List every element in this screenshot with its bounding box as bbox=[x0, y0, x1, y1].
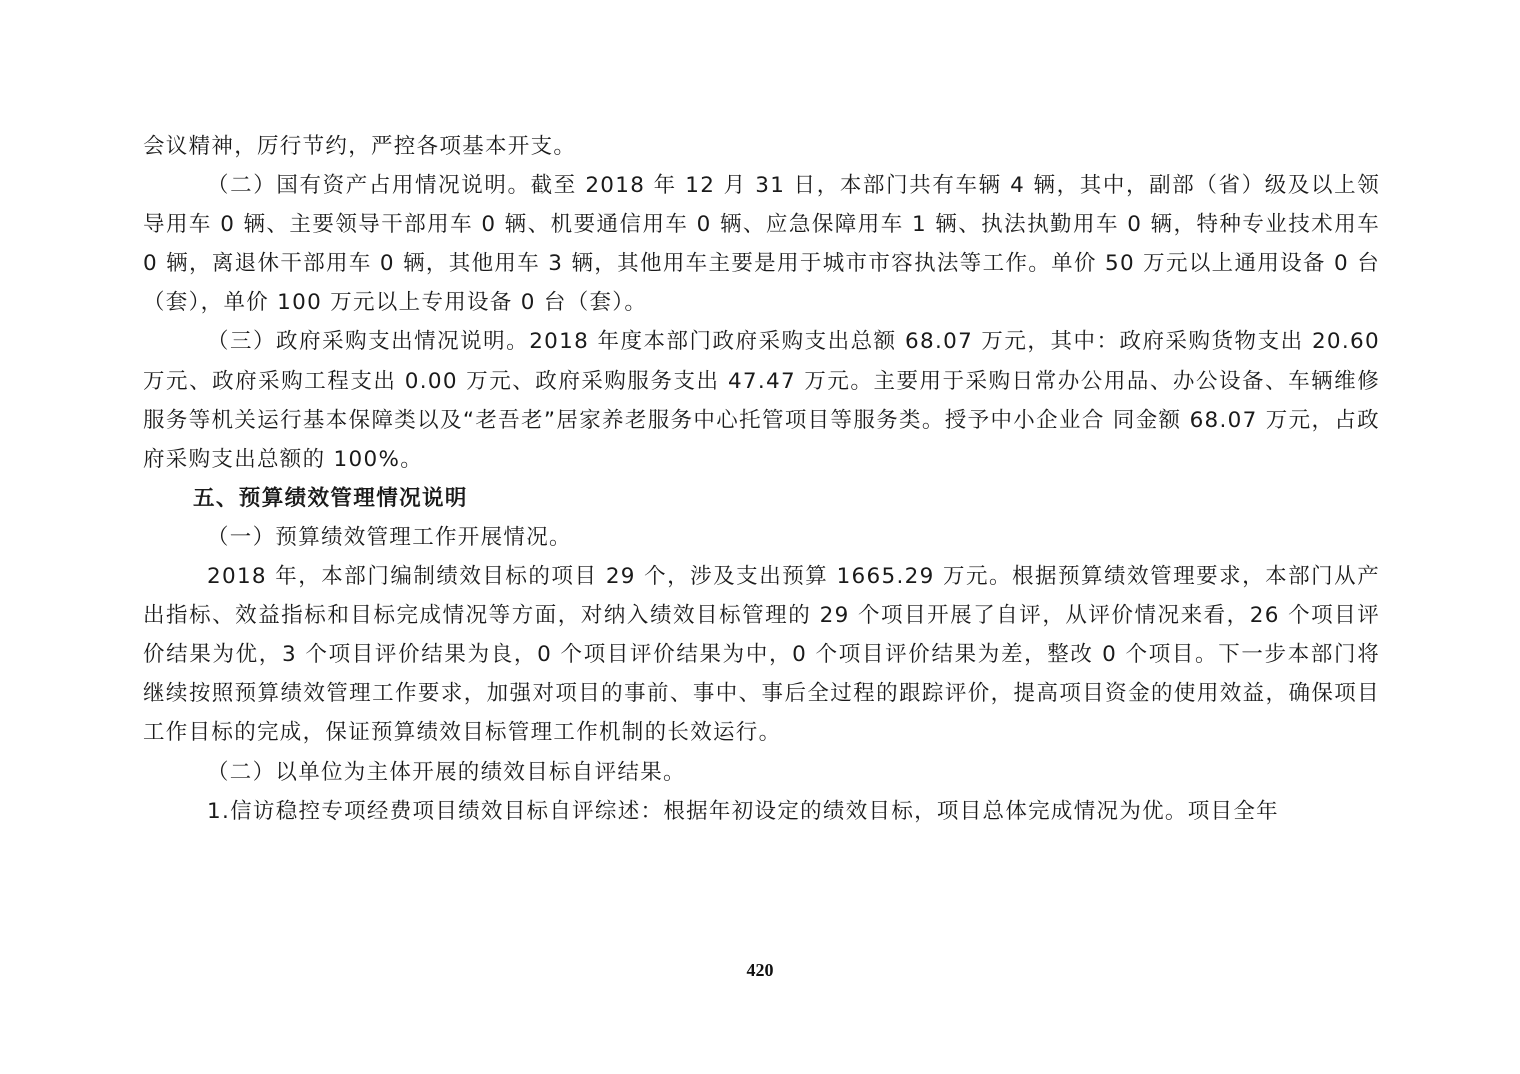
paragraph-continuation: 会议精神，厉行节约，严控各项基本开支。 bbox=[143, 134, 577, 159]
section-heading-performance-management: 五、预算绩效管理情况说明 bbox=[193, 485, 468, 511]
paragraph-petition-project: 1.信访稳控专项经费项目绩效目标自评综述：根据年初设定的绩效目标，项目总体完成情况为优。项目全年 bbox=[207, 798, 1279, 824]
paragraph-government-procurement: （三）政府采购支出情况说明。2018 年度本部门政府采购支出总额 68.07 万元，其中：政府采购货物支出 20.60 万元、政府采购工程支出 0.00 万元、政府采购服务支出 47.47 万元。主要用于采购日常办公用品、办公设备、车辆维修服务等机关运行基本保障类以及“老吾老”居家养老服务中心托管项目等服务类。授予中小企业合 同金额 68.07 万元，占政府采购支出总额的 100%。 bbox=[143, 329, 1380, 472]
subheading-self-evaluation: （二）以单位为主体开展的绩效目标自评结果。 bbox=[207, 759, 686, 785]
subheading-performance-work: （一）预算绩效管理工作开展情况。 bbox=[207, 524, 572, 550]
page-number: 420 bbox=[746, 960, 774, 980]
body-text bbox=[143, 127, 1380, 831]
paragraph-performance-summary: 2018 年，本部门编制绩效目标的项目 29 个，涉及支出预算 1665.29 万元。根据预算绩效管理要求，本部门从产出指标、效益指标和目标完成情况等方面，对纳入绩效目标管理的 29 个项目开展了自评，从评价情况来看，26 个项目评价结果为优，3 个项目评价结果为良，0 个项目评价结果为中，0 个项目评价结果为差，整改 0 个项目。下一步本部门将继续按照预算绩效管理工作要求，加强对项目的事前、事中、事后全过程的跟踪评价，提高项目资金的使用效益，确保项目工作目标的完成，保证预算绩效目标管理工作机制的长效运行。 bbox=[143, 564, 1380, 746]
paragraph-state-assets: （二）国有资产占用情况说明。截至 2018 年 12 月 31 日，本部门共有车辆 4 辆，其中，副部（省）级及以上领导用车 0 辆、主要领导干部用车 0 辆、机要通信用车 0 辆、应急保障用车 1 辆、执法执勤用车 0 辆，特种专业技术用车 0 辆，离退休干部用车 0 辆，其他用车 3 辆，其他用车主要是用于城市市容执法等工作。单价 50 万元以上通用设备 0 台（套），单价 100 万元以上专用设备 0 台（套）。 bbox=[143, 173, 1380, 316]
